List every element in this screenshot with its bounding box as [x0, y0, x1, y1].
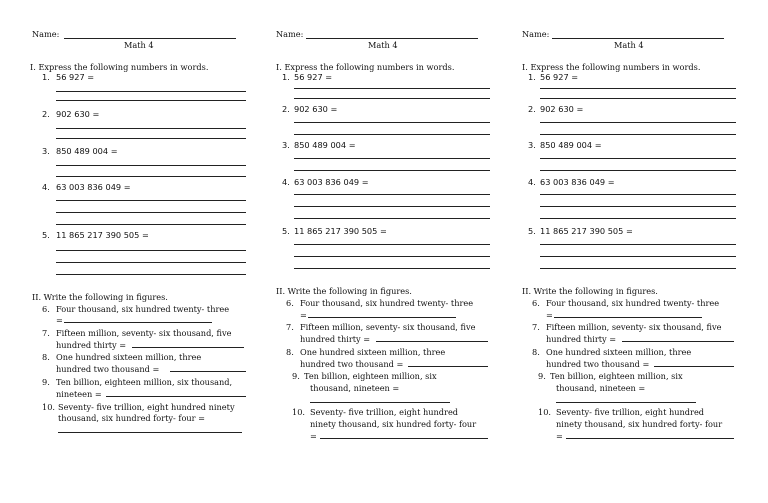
answer-line[interactable]	[56, 100, 246, 101]
item-text: 11 865 217 390 505 =	[540, 226, 633, 236]
answer-line[interactable]	[58, 432, 242, 433]
item-number: 8.	[42, 352, 50, 362]
item-text: ninety thousand, six hundred forty- four	[310, 419, 477, 429]
answer-line[interactable]	[56, 212, 246, 213]
item-text: 850 489 004 =	[540, 140, 602, 150]
name-label: Name:	[32, 29, 60, 39]
answer-line[interactable]	[540, 134, 736, 135]
item-text: One hundred sixteen million, three	[56, 352, 202, 362]
name-label: Name:	[522, 29, 550, 39]
item-text: Fifteen million, seventy- six thousand, five	[546, 322, 722, 332]
item-text: =	[310, 431, 317, 441]
answer-line[interactable]	[540, 244, 736, 245]
item-number: 7.	[286, 322, 294, 332]
answer-line[interactable]	[308, 317, 456, 318]
item-text: Fifteen million, seventy- six thousand, five	[56, 328, 232, 338]
item-number: 8.	[532, 347, 540, 357]
item-number: 6.	[532, 298, 540, 308]
item-number: 5.	[282, 226, 290, 236]
item-text: 850 489 004 =	[294, 140, 356, 150]
answer-line[interactable]	[540, 158, 736, 159]
answer-line[interactable]	[294, 122, 490, 123]
item-text: 56 927 =	[56, 72, 95, 82]
answer-line[interactable]	[540, 170, 736, 171]
item-text: Four thousand, six hundred twenty- three	[546, 298, 720, 308]
item-text: 902 630 =	[56, 109, 100, 119]
worksheet-3	[490, 0, 730, 503]
item-number: 1.	[42, 72, 50, 82]
item-text: Four thousand, six hundred twenty- three	[300, 298, 474, 308]
part1-heading: I. Express the following numbers in words.	[276, 62, 455, 72]
answer-line[interactable]	[310, 402, 450, 403]
item-text: 56 927 =	[294, 72, 333, 82]
item-text: hundred thirty =	[300, 334, 371, 344]
answer-line[interactable]	[294, 206, 490, 207]
answer-line[interactable]	[56, 176, 246, 177]
item-number: 5.	[528, 226, 536, 236]
item-text: One hundred sixteen million, three	[300, 347, 446, 357]
subject-title: Math 4	[368, 40, 398, 50]
answer-line[interactable]	[540, 194, 736, 195]
answer-line[interactable]	[294, 88, 490, 89]
part1-heading: I. Express the following numbers in words.	[30, 62, 209, 72]
answer-line[interactable]	[540, 98, 736, 99]
part2-heading: II. Write the following in figures.	[276, 286, 412, 296]
item-text: 63 003 836 049 =	[294, 177, 369, 187]
answer-line[interactable]	[56, 274, 246, 275]
item-text: =	[546, 310, 553, 320]
item-text: 902 630 =	[540, 104, 584, 114]
answer-line[interactable]	[294, 134, 490, 135]
item-text: =	[556, 431, 563, 441]
item-text: 63 003 836 049 =	[56, 182, 131, 192]
item-number: 6.	[286, 298, 294, 308]
part2-heading: II. Write the following in figures.	[32, 292, 168, 302]
item-number: 10.	[292, 407, 306, 417]
answer-line[interactable]	[294, 158, 490, 159]
item-number: 7.	[42, 328, 50, 338]
worksheet-2	[244, 0, 484, 503]
answer-line[interactable]	[540, 88, 736, 89]
item-text: 902 630 =	[294, 104, 338, 114]
item-number: 3.	[42, 146, 50, 156]
item-text: =	[56, 315, 63, 325]
answer-line[interactable]	[540, 122, 736, 123]
answer-line[interactable]	[622, 341, 734, 342]
item-text: 11 865 217 390 505 =	[294, 226, 387, 236]
item-number: 4.	[528, 177, 536, 187]
answer-line[interactable]	[56, 262, 246, 263]
subject-title: Math 4	[614, 40, 644, 50]
item-number: 6.	[42, 304, 50, 314]
item-text: Seventy- five trillion, eight hundred ninety	[58, 402, 235, 412]
item-text: nineteen =	[56, 389, 102, 399]
answer-line[interactable]	[654, 366, 734, 367]
item-text: Ten billion, eighteen million, six	[304, 371, 437, 381]
item-text: Seventy- five trillion, eight hundred	[310, 407, 459, 417]
item-number: 2.	[42, 109, 50, 119]
item-text: 850 489 004 =	[56, 146, 118, 156]
item-text: hundred two thousand =	[56, 364, 160, 374]
answer-line[interactable]	[294, 268, 490, 269]
answer-line[interactable]	[294, 98, 490, 99]
item-number: 1.	[282, 72, 290, 82]
name-line[interactable]	[552, 38, 724, 39]
answer-line[interactable]	[540, 206, 736, 207]
item-text: 56 927 =	[540, 72, 579, 82]
item-number: 3.	[282, 140, 290, 150]
item-number: 4.	[42, 182, 50, 192]
answer-line[interactable]	[294, 194, 490, 195]
item-number: 9.	[42, 377, 50, 387]
item-number: 2.	[282, 104, 290, 114]
answer-line[interactable]	[56, 250, 246, 251]
item-text: Ten billion, eighteen million, six thousand,	[56, 377, 233, 387]
item-text: hundred two thousand =	[546, 359, 650, 369]
item-text: thousand, nineteen =	[310, 383, 400, 393]
item-text: =	[300, 310, 307, 320]
item-text: Seventy- five trillion, eight hundred	[556, 407, 705, 417]
answer-line[interactable]	[56, 138, 246, 139]
item-number: 5.	[42, 230, 50, 240]
item-number: 9.	[292, 371, 300, 381]
item-text: Ten billion, eighteen million, six	[550, 371, 683, 381]
answer-line[interactable]	[376, 341, 488, 342]
item-text: 63 003 836 049 =	[540, 177, 615, 187]
item-text: hundred thirty =	[56, 340, 127, 350]
answer-line[interactable]	[170, 371, 246, 372]
answer-line[interactable]	[566, 438, 734, 439]
item-number: 10.	[42, 402, 56, 412]
part2-heading: II. Write the following in figures.	[522, 286, 658, 296]
item-text: ninety thousand, six hundred forty- four	[556, 419, 723, 429]
item-text: thousand, six hundred forty- four =	[58, 413, 206, 423]
name-line[interactable]	[306, 38, 478, 39]
answer-line[interactable]	[320, 438, 488, 439]
item-text: hundred two thousand =	[300, 359, 404, 369]
item-text: thousand, nineteen =	[556, 383, 646, 393]
answer-line[interactable]	[56, 200, 246, 201]
item-text: hundred thirty =	[546, 334, 617, 344]
answer-line[interactable]	[56, 165, 246, 166]
item-number: 10.	[538, 407, 552, 417]
answer-line[interactable]	[294, 170, 490, 171]
name-label: Name:	[276, 29, 304, 39]
answer-line[interactable]	[540, 268, 736, 269]
item-number: 3.	[528, 140, 536, 150]
answer-line[interactable]	[64, 322, 212, 323]
item-number: 1.	[528, 72, 536, 82]
item-number: 9.	[538, 371, 546, 381]
answer-line[interactable]	[56, 224, 246, 225]
name-line[interactable]	[64, 38, 236, 39]
item-text: 11 865 217 390 505 =	[56, 230, 149, 240]
answer-line[interactable]	[132, 347, 244, 348]
answer-line[interactable]	[554, 317, 702, 318]
item-number: 8.	[286, 347, 294, 357]
answer-line[interactable]	[294, 244, 490, 245]
subject-title: Math 4	[124, 40, 154, 50]
answer-line[interactable]	[540, 218, 736, 219]
answer-line[interactable]	[540, 256, 736, 257]
answer-line[interactable]	[408, 366, 488, 367]
item-number: 4.	[282, 177, 290, 187]
worksheet-1	[0, 0, 240, 503]
answer-line[interactable]	[556, 402, 696, 403]
item-text: Four thousand, six hundred twenty- three	[56, 304, 230, 314]
answer-line[interactable]	[294, 218, 490, 219]
answer-line[interactable]	[56, 128, 246, 129]
answer-line[interactable]	[56, 91, 246, 92]
answer-line[interactable]	[294, 256, 490, 257]
part1-heading: I. Express the following numbers in words.	[522, 62, 701, 72]
item-text: Fifteen million, seventy- six thousand, five	[300, 322, 476, 332]
item-text: One hundred sixteen million, three	[546, 347, 692, 357]
item-number: 2.	[528, 104, 536, 114]
answer-line[interactable]	[106, 396, 246, 397]
item-number: 7.	[532, 322, 540, 332]
